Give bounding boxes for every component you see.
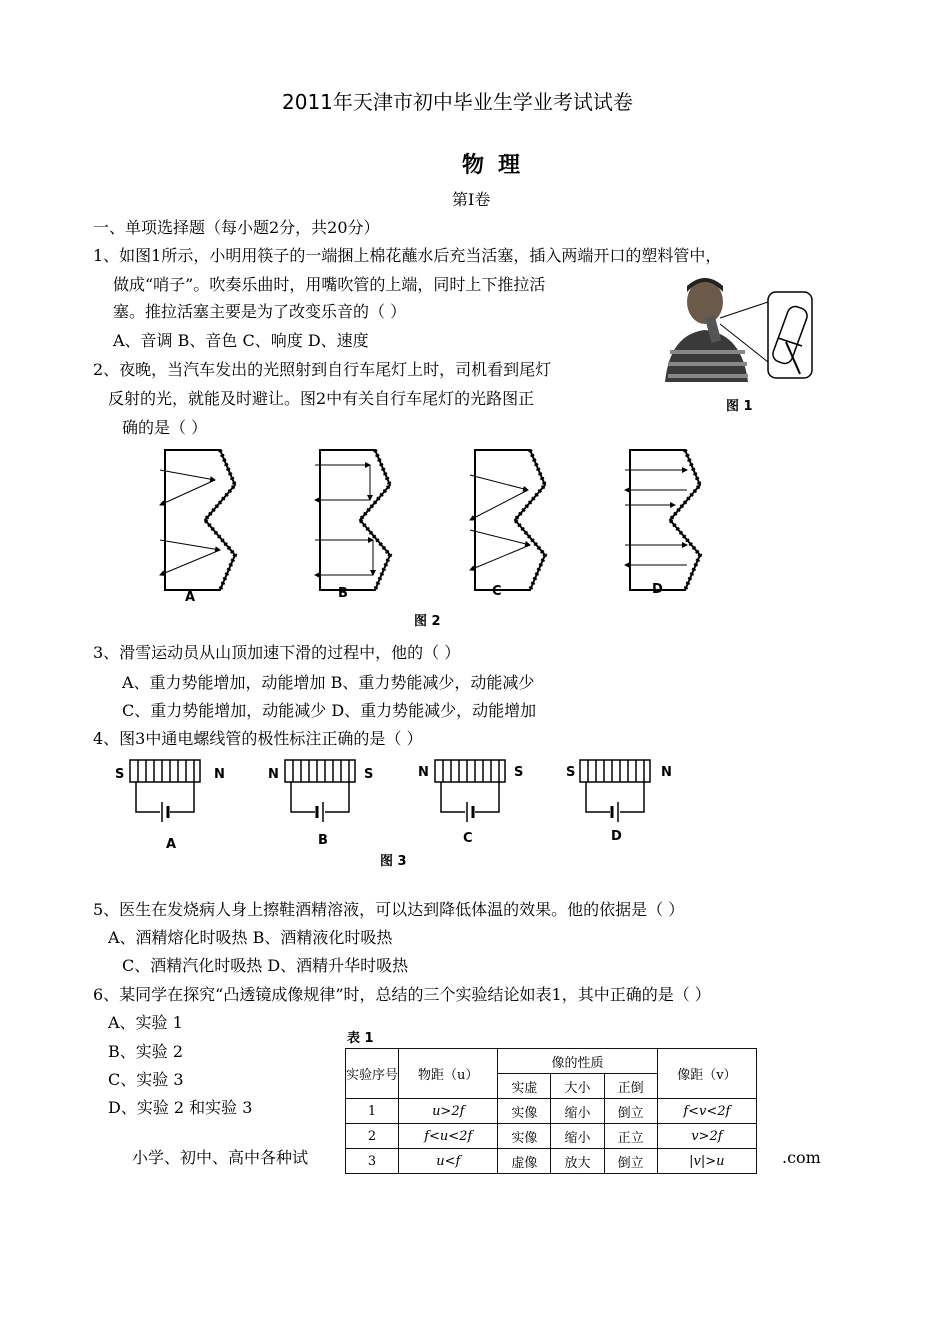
reflector-d: [625, 450, 700, 590]
exam-title: 2011年天津市初中毕业生学业考试试卷: [282, 90, 633, 114]
figure-2-label-a: A: [185, 590, 196, 605]
table-1-caption: 表 1: [347, 1031, 374, 1046]
cell: 倒立: [604, 1149, 657, 1174]
q3-row1: A、重力势能增加，动能增加 B、重力势能减少，动能减少: [122, 673, 535, 692]
solenoid-a-left-pole: S: [115, 767, 125, 782]
cell: |v|>u: [657, 1149, 756, 1174]
q5-row2: C、酒精汽化时吸热 D、酒精升华时吸热: [122, 956, 409, 975]
cell: 1: [346, 1099, 399, 1124]
cell: 实像: [498, 1124, 551, 1149]
figure-3-label-a: A: [166, 837, 177, 852]
q2-line1: 2、夜晚，当汽车发出的光照射到自行车尾灯上时，司机看到尾灯: [93, 360, 552, 379]
cell: 缩小: [551, 1124, 604, 1149]
header-seq: 实验序号: [346, 1049, 399, 1099]
volume-label: 第I卷: [452, 190, 491, 209]
solenoid-d: [580, 760, 650, 822]
header-image-distance: 像距（v）: [657, 1049, 756, 1099]
q1-line1: 1、如图1所示，小明用筷子的一端捆上棉花蘸水后充当活塞，插入两端开口的塑料管中，: [93, 246, 722, 265]
q2-line3: 确的是（ ）: [122, 418, 208, 437]
solenoid-c-right-pole: S: [514, 765, 524, 780]
solenoid-c: [435, 760, 505, 822]
figure-2-label: 图 2: [414, 614, 441, 629]
reflector-a: [160, 450, 235, 590]
figure-1-photo: [650, 272, 820, 412]
subject-title: 物理: [462, 153, 535, 178]
figure-3-label-b: B: [318, 833, 328, 848]
header-image-properties: 像的性质: [498, 1049, 657, 1074]
table-row: [346, 1149, 757, 1174]
figure-3-solenoids: [110, 755, 690, 835]
q5-stem: 5、医生在发烧病人身上擦鞋酒精溶液，可以达到降低体温的效果。他的依据是（ ）: [93, 900, 685, 919]
solenoid-d-right-pole: N: [661, 765, 672, 780]
q6-option-b: B、实验 2: [108, 1042, 184, 1061]
header-real-virtual: 实虚: [498, 1074, 551, 1099]
table-row: [346, 1124, 757, 1149]
q3-stem: 3、滑雪运动员从山顶加速下滑的过程中，他的（ ）: [93, 643, 461, 662]
q1-line2: 做成“哨子”。吹奏乐曲时，用嘴吹管的上端，同时上下推拉活: [113, 275, 546, 294]
figure-3-label-d: D: [611, 829, 622, 844]
q6-option-d: D、实验 2 和实验 3: [108, 1098, 253, 1117]
figure-3-label: 图 3: [380, 854, 407, 869]
q4-stem: 4、图3中通电螺线管的极性标注正确的是（ ）: [93, 729, 423, 748]
figure-2-label-d: D: [652, 582, 663, 597]
q3-row2: C、重力势能增加，动能减少 D、重力势能减少，动能增加: [122, 701, 537, 720]
cell: 正立: [604, 1124, 657, 1149]
cell: f<u<2f: [399, 1124, 498, 1149]
q6-option-c: C、实验 3: [108, 1070, 184, 1089]
q1-line3: 塞。推拉活塞主要是为了改变乐音的（ ）: [113, 302, 407, 321]
cell: 虚像: [498, 1149, 551, 1174]
figure-1-label: 图 1: [726, 399, 753, 414]
footer-left: 小学、初中、高中各种试: [132, 1148, 309, 1167]
cell: 放大: [551, 1149, 604, 1174]
cell: u<f: [399, 1149, 498, 1174]
q1-options: A、音调 B、音色 C、响度 D、速度: [113, 331, 369, 350]
solenoid-b: [285, 760, 355, 822]
q5-row1: A、酒精熔化时吸热 B、酒精液化时吸热: [108, 928, 393, 947]
table-1: [345, 1048, 757, 1174]
q6-option-a: A、实验 1: [108, 1013, 183, 1032]
q6-stem: 6、某同学在探究“凸透镜成像规律”时，总结的三个实验结论如表1，其中正确的是（ ）: [93, 985, 711, 1004]
footer-right: .com: [782, 1148, 821, 1167]
solenoid-c-left-pole: N: [418, 765, 429, 780]
cell: 2: [346, 1124, 399, 1149]
solenoid-a: [130, 760, 200, 822]
figure-3-label-c: C: [463, 831, 473, 846]
reflector-b: [315, 450, 390, 590]
solenoid-b-right-pole: S: [364, 767, 374, 782]
cell: 实像: [498, 1099, 551, 1124]
reflector-c: [470, 450, 545, 590]
cell: v>2f: [657, 1124, 756, 1149]
figure-2-label-b: B: [338, 586, 348, 601]
header-size: 大小: [551, 1074, 604, 1099]
cell: 缩小: [551, 1099, 604, 1124]
table-row: [346, 1099, 757, 1124]
figure-2-diagrams: [150, 440, 750, 630]
section-heading: 一、单项选择题（每小题2分，共20分）: [93, 218, 380, 237]
header-object-distance: 物距（u）: [399, 1049, 498, 1099]
solenoid-b-left-pole: N: [268, 767, 279, 782]
q2-line2: 反射的光，就能及时避让。图2中有关自行车尾灯的光路图正: [108, 389, 535, 408]
header-orientation: 正倒: [604, 1074, 657, 1099]
table-1-container: [345, 1025, 760, 1175]
cell: u>2f: [399, 1099, 498, 1124]
cell: 3: [346, 1149, 399, 1174]
solenoid-a-right-pole: N: [214, 767, 225, 782]
figure-2-label-c: C: [492, 584, 502, 599]
cell: f<v<2f: [657, 1099, 756, 1124]
solenoid-d-left-pole: S: [566, 765, 576, 780]
cell: 倒立: [604, 1099, 657, 1124]
